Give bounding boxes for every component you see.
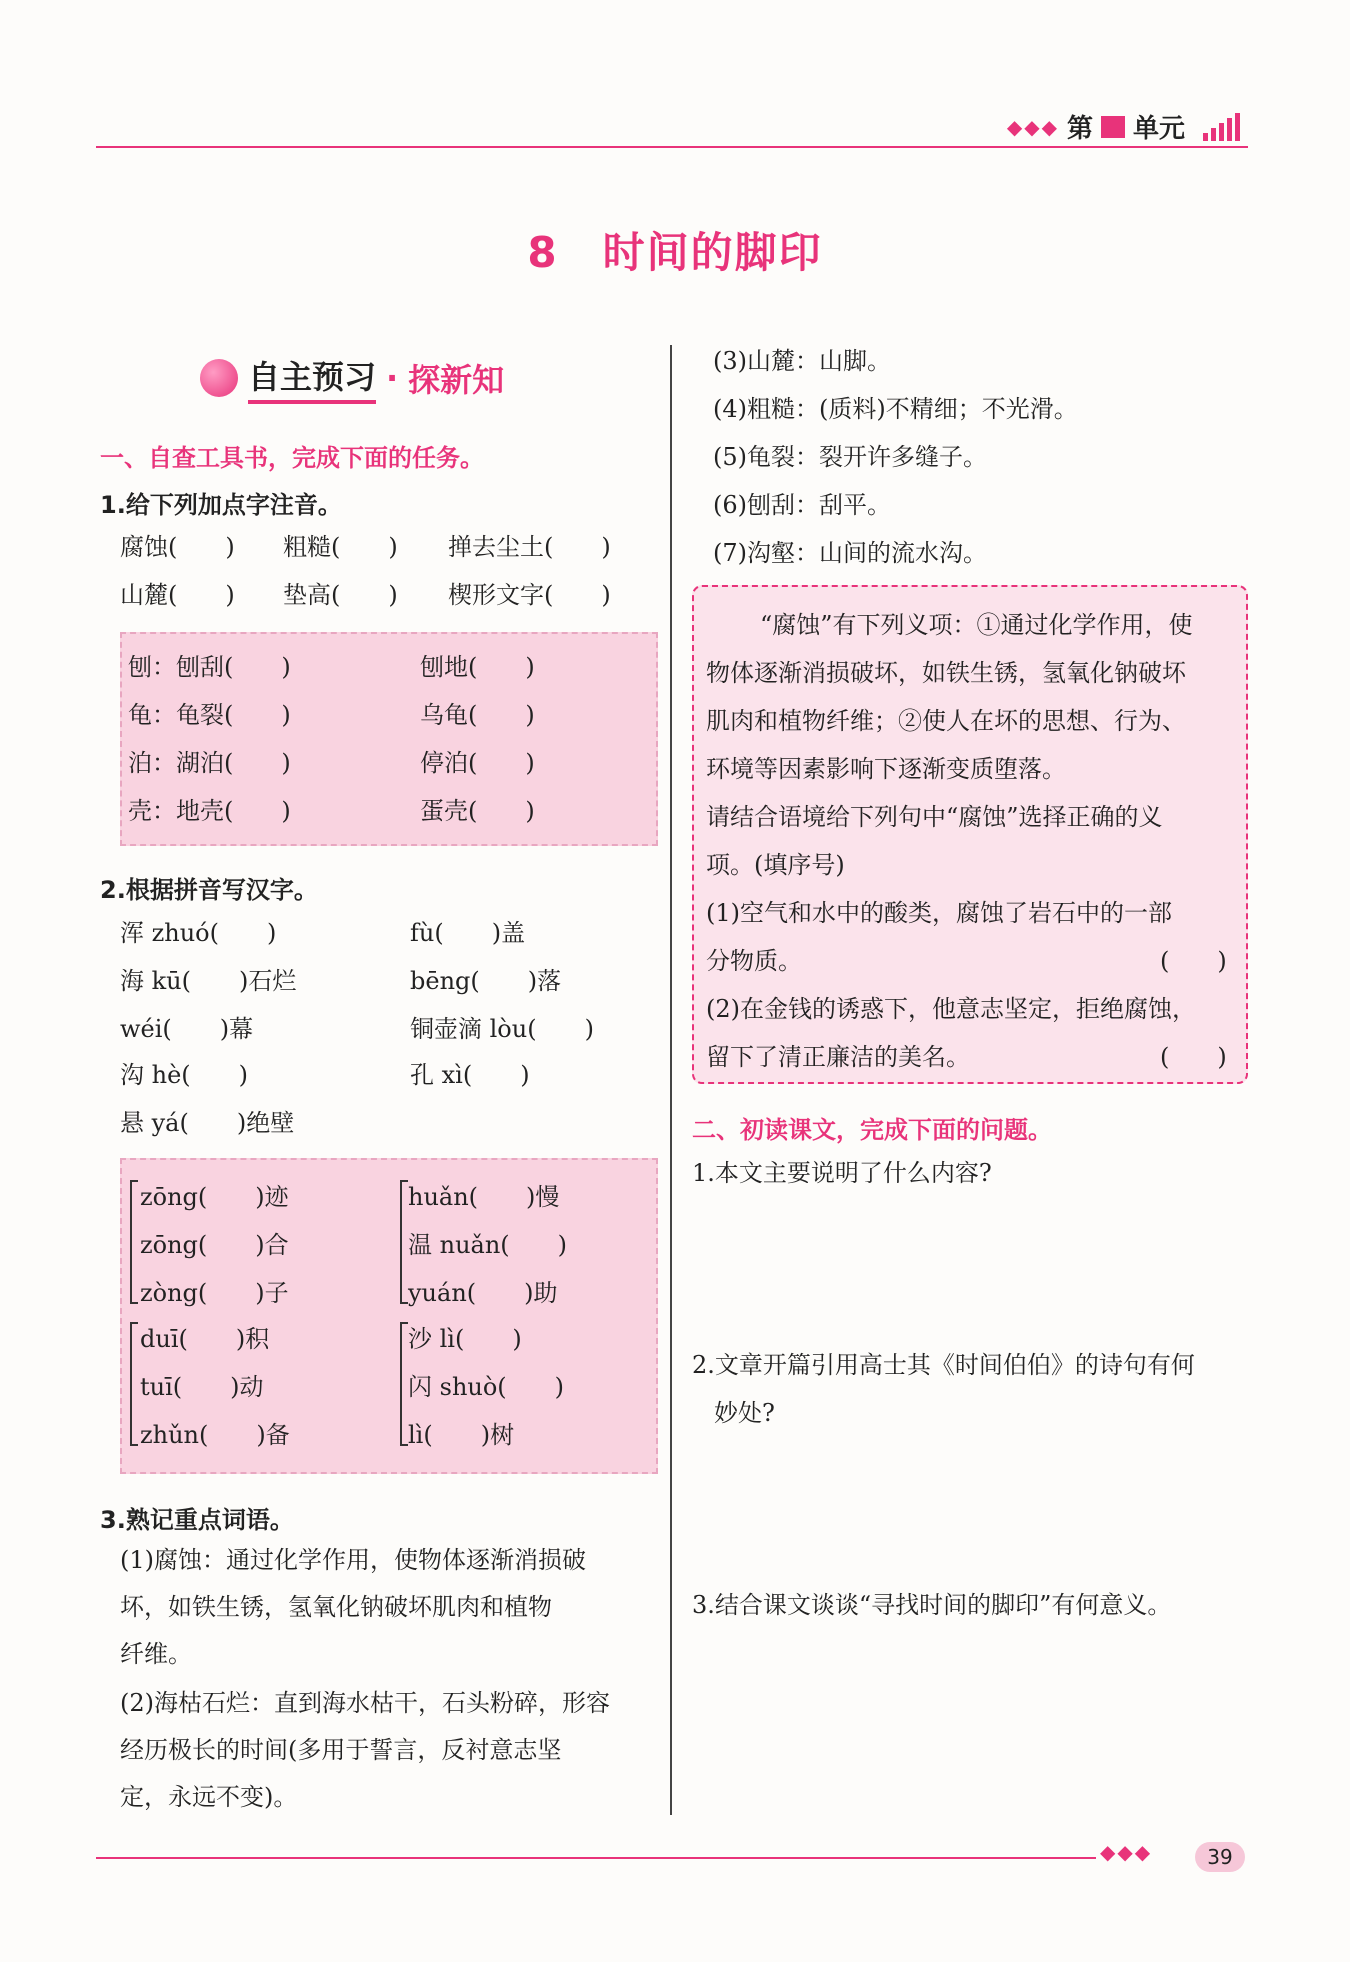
unit-number-box xyxy=(1101,116,1125,138)
note-line: 分物质。 xyxy=(706,947,802,975)
q2-item: 铜壶滴 lòu( ) xyxy=(410,1015,594,1043)
footer-ornament: ◆◆◆ xyxy=(1100,1840,1153,1864)
section-part-b: 探新知 xyxy=(408,361,505,399)
q3-line: (2)海枯石烂：直到海水枯干，石头粉碎，形容 xyxy=(120,1689,610,1717)
answer-paren: ( ) xyxy=(1160,947,1227,975)
left-heading: 一、自查工具书，完成下面的任务。 xyxy=(100,444,484,472)
section-banner xyxy=(200,352,504,404)
homophone-item: zōng( )合 xyxy=(140,1231,289,1259)
brace xyxy=(130,1180,138,1304)
column-divider xyxy=(670,345,672,1815)
note-line: (1)空气和水中的酸类，腐蚀了岩石中的一部 xyxy=(706,899,1172,927)
q2-item: fù( )盖 xyxy=(410,919,526,947)
q1-item: 掸去尘土( ) xyxy=(448,533,611,561)
signal-bars-icon xyxy=(1203,113,1240,141)
q1-item: 腐蚀( ) xyxy=(120,533,235,561)
homophone-item: 温 nuǎn( ) xyxy=(408,1231,568,1259)
brace xyxy=(400,1180,408,1304)
q1-item: 粗糙( ) xyxy=(283,533,398,561)
homophone-item: 闪 shuò( ) xyxy=(408,1373,565,1401)
q3-line: (1)腐蚀：通过化学作用，使物体逐渐消损破 xyxy=(120,1546,586,1574)
homophone-item: zhǔn( )备 xyxy=(140,1421,290,1449)
q3-line: 经历极长的时间(多用于誓言，反衬意志坚 xyxy=(120,1736,562,1764)
footer-rule xyxy=(96,1857,1096,1859)
polyphone-item: 刨地( ) xyxy=(420,653,535,681)
q2-item: 悬 yá( )绝壁 xyxy=(120,1109,295,1137)
q3-line: 定，永远不变)。 xyxy=(120,1783,298,1811)
question-3: 3.结合课文谈谈“寻找时间的脚印”有何意义。 xyxy=(692,1591,1172,1619)
term-item: (4)粗糙：(质料)不精细；不光滑。 xyxy=(713,395,1078,423)
polyphone-item: 停泊( ) xyxy=(420,749,535,777)
q2-item: 孔 xì( ) xyxy=(410,1061,530,1089)
section-sep: · xyxy=(386,359,399,397)
note-line: “腐蚀”有下列义项：①通过化学作用，使 xyxy=(760,611,1193,639)
q3-title: 3.熟记重点词语。 xyxy=(100,1506,294,1534)
unit-suffix: 单元 xyxy=(1132,114,1185,144)
q2-item: 浑 zhuó( ) xyxy=(120,919,277,947)
q3-line: 纤维。 xyxy=(120,1640,192,1668)
q1-item: 山麓( ) xyxy=(120,581,235,609)
question-2: 2.文章开篇引用高士其《时间伯伯》的诗句有何 xyxy=(692,1351,1195,1379)
brace xyxy=(400,1322,408,1446)
term-item: (5)龟裂：裂开许多缝子。 xyxy=(713,443,987,471)
term-item: (7)沟壑：山间的流水沟。 xyxy=(713,539,987,567)
q2-item: bēng( )落 xyxy=(410,967,562,995)
homophone-item: yuán( )助 xyxy=(408,1279,558,1307)
homophone-item: tuī( )动 xyxy=(140,1373,264,1401)
homophone-item: huǎn( )慢 xyxy=(408,1183,560,1211)
homophone-item: duī( )积 xyxy=(140,1325,270,1353)
page-number: 39 xyxy=(1195,1842,1245,1872)
term-item: (3)山麓：山脚。 xyxy=(713,347,891,375)
note-line: (2)在金钱的诱惑下，他意志坚定，拒绝腐蚀， xyxy=(706,995,1196,1023)
answer-paren: ( ) xyxy=(1160,1043,1227,1071)
note-line: 留下了清正廉洁的美名。 xyxy=(706,1043,970,1071)
note-line: 环境等因素影响下逐渐变质堕落。 xyxy=(706,755,1066,783)
polyphone-item: 蛋壳( ) xyxy=(420,797,535,825)
polyphone-item: 刨：刨刮( ) xyxy=(128,653,291,681)
brace xyxy=(130,1322,138,1446)
q2-item: wéi( )幕 xyxy=(120,1015,254,1043)
right-heading: 二、初读课文，完成下面的问题。 xyxy=(692,1116,1052,1144)
note-line: 项。(填序号) xyxy=(706,851,845,879)
question-2-cont: 妙处? xyxy=(714,1399,775,1427)
header-ornament: ◆◆◆ xyxy=(1006,114,1059,139)
note-line: 请结合语境给下列句中“腐蚀”选择正确的义 xyxy=(706,803,1163,831)
section-part-a: 自主预习 xyxy=(248,352,376,404)
polyphone-item: 壳：地壳( ) xyxy=(128,797,291,825)
q1-item: 垫高( ) xyxy=(283,581,398,609)
note-line: 肌肉和植物纤维；②使人在坏的思想、行为、 xyxy=(706,707,1186,735)
polyphone-item: 龟：龟裂( ) xyxy=(128,701,291,729)
homophone-item: lì( )树 xyxy=(408,1421,515,1449)
page-title: 8 时间的脚印 xyxy=(527,228,823,277)
unit-prefix: 第 xyxy=(1066,114,1093,144)
polyphone-item: 乌龟( ) xyxy=(420,701,535,729)
header-rule xyxy=(96,146,1248,148)
q1-item: 楔形文字( ) xyxy=(448,581,611,609)
homophone-item: 沙 lì( ) xyxy=(408,1325,522,1353)
q2-item: 沟 hè( ) xyxy=(120,1061,249,1089)
term-item: (6)刨刮：刮平。 xyxy=(713,491,891,519)
polyphone-item: 泊：湖泊( ) xyxy=(128,749,291,777)
unit-header xyxy=(1007,108,1240,145)
planet-icon xyxy=(200,359,238,397)
question-1: 1.本文主要说明了什么内容? xyxy=(692,1159,992,1187)
q2-item: 海 kū( )石烂 xyxy=(120,967,297,995)
q1-title: 1.给下列加点字注音。 xyxy=(100,491,342,519)
q2-title: 2.根据拼音写汉字。 xyxy=(100,876,318,904)
homophone-item: zòng( )子 xyxy=(140,1279,289,1307)
homophone-item: zōng( )迹 xyxy=(140,1183,289,1211)
note-line: 物体逐渐消损破坏，如铁生锈，氢氧化钠破坏 xyxy=(706,659,1186,687)
q3-line: 坏，如铁生锈，氢氧化钠破坏肌肉和植物 xyxy=(120,1593,552,1621)
